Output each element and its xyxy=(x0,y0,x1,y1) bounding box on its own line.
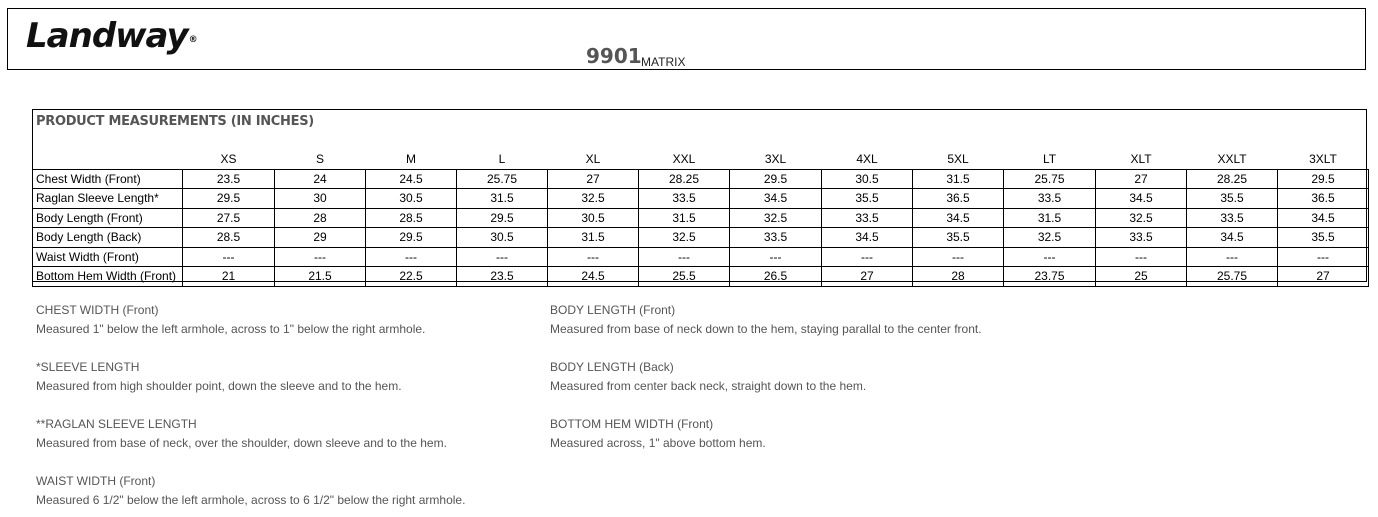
size-header: S xyxy=(315,152,324,167)
table-cell: 21 xyxy=(183,267,275,287)
table-cell: 34.5 xyxy=(1096,189,1187,209)
table-cell: 31.5 xyxy=(548,228,639,248)
table-cell: 24.5 xyxy=(366,169,457,189)
table-cell: 22.5 xyxy=(366,267,457,287)
row-label: Waist Width (Front) xyxy=(33,247,183,267)
table-cell: 30.5 xyxy=(822,169,913,189)
table-cell: 21.5 xyxy=(275,267,366,287)
table-cell: 31.5 xyxy=(1004,208,1096,228)
table-cell: 35.5 xyxy=(822,189,913,209)
table-cell: 23.5 xyxy=(457,267,548,287)
note-heading: BODY LENGTH (Front) xyxy=(550,303,676,317)
note-text: Measured across, 1" above bottom hem. xyxy=(550,436,766,450)
note-heading: BODY LENGTH (Back) xyxy=(550,360,674,374)
table-cell: --- xyxy=(1187,247,1278,267)
row-label: Bottom Hem Width (Front) xyxy=(33,267,183,287)
size-header: 5XL xyxy=(947,152,969,167)
table-cell: 35.5 xyxy=(1278,228,1369,248)
table-cell: 33.5 xyxy=(639,189,730,209)
table-cell: 29.5 xyxy=(457,208,548,228)
note-text: Measured 6 1/2" below the left armhole, across to 6 1/2" below the right armhole. xyxy=(36,493,466,507)
table-cell: 28 xyxy=(275,208,366,228)
note-body-length-back xyxy=(550,360,866,394)
note-heading: BOTTOM HEM WIDTH (Front) xyxy=(550,417,714,431)
size-header: XXL xyxy=(672,152,696,167)
brand-name: Landway xyxy=(26,16,188,56)
table-cell: 30.5 xyxy=(457,228,548,248)
size-header: XLT xyxy=(1130,152,1152,167)
table-row xyxy=(33,228,1369,248)
table-cell: 33.5 xyxy=(730,228,822,248)
table-cell: 32.5 xyxy=(639,228,730,248)
table-cell: --- xyxy=(183,247,275,267)
table-cell: --- xyxy=(548,247,639,267)
table-cell: 29.5 xyxy=(730,169,822,189)
note-chest-width xyxy=(36,303,425,337)
note-bottom-hem-width xyxy=(550,417,766,451)
size-header: 4XL xyxy=(856,152,878,167)
size-header: 3XL xyxy=(764,152,787,167)
size-header: LT xyxy=(1042,152,1057,167)
table-cell: 28 xyxy=(913,267,1004,287)
table-cell: 25.5 xyxy=(639,267,730,287)
table-cell: 27 xyxy=(548,169,639,189)
header-box xyxy=(7,8,1366,70)
table-cell: 32.5 xyxy=(730,208,822,228)
size-header: XL xyxy=(585,152,601,167)
table-cell: 32.5 xyxy=(1096,208,1187,228)
table-cell: 32.5 xyxy=(1004,228,1096,248)
note-text: Measured from center back neck, straight down to the hem. xyxy=(550,379,867,393)
registered-mark: ® xyxy=(188,35,197,45)
table-cell: 36.5 xyxy=(1278,189,1369,209)
note-body-length-front xyxy=(550,303,982,337)
table-row xyxy=(33,189,1369,209)
table-cell: 32.5 xyxy=(548,189,639,209)
note-sleeve-length xyxy=(36,360,402,394)
note-raglan-sleeve-length xyxy=(36,417,447,451)
style-name: MATRIX xyxy=(641,55,686,69)
table-cell: 29 xyxy=(275,228,366,248)
table-cell: 25.75 xyxy=(1004,169,1096,189)
table-cell: 34.5 xyxy=(822,228,913,248)
table-cell: 29.5 xyxy=(366,228,457,248)
size-header: 3XLT xyxy=(1309,152,1337,167)
table-cell: 34.5 xyxy=(1187,228,1278,248)
table-cell: 25 xyxy=(1096,267,1187,287)
table-cell: 33.5 xyxy=(1187,208,1278,228)
table-cell: 33.5 xyxy=(1096,228,1187,248)
measurements-table xyxy=(32,150,1369,287)
table-cell: --- xyxy=(1004,247,1096,267)
note-waist-width xyxy=(36,474,465,508)
size-header: M xyxy=(406,152,416,167)
note-text: Measured from base of neck down to the hem, staying parallal to the center front. xyxy=(550,322,982,336)
table-cell: 34.5 xyxy=(913,208,1004,228)
table-cell: 28.25 xyxy=(1187,169,1278,189)
note-text: Measured 1" below the left armhole, across to 1" below the right armhole. xyxy=(36,322,426,336)
table-cell: 31.5 xyxy=(639,208,730,228)
table-cell: --- xyxy=(457,247,548,267)
table-cell: 34.5 xyxy=(1278,208,1369,228)
table-cell: 36.5 xyxy=(913,189,1004,209)
note-heading: CHEST WIDTH (Front) xyxy=(36,303,159,317)
row-label: Chest Width (Front) xyxy=(33,169,183,189)
table-cell: 27 xyxy=(1096,169,1187,189)
table-cell: 27 xyxy=(822,267,913,287)
table-cell: 29.5 xyxy=(1278,169,1369,189)
table-cell: 33.5 xyxy=(822,208,913,228)
table-cell: 28.5 xyxy=(366,208,457,228)
note-heading: WAIST WIDTH (Front) xyxy=(36,474,156,488)
size-header: XXLT xyxy=(1217,152,1247,167)
note-text: Measured from high shoulder point, down the sleeve and to the hem. xyxy=(36,379,402,393)
table-cell: 35.5 xyxy=(913,228,1004,248)
table-cell: 30.5 xyxy=(548,208,639,228)
brand-logo xyxy=(26,16,196,56)
table-cell: 24.5 xyxy=(548,267,639,287)
table-cell: 30 xyxy=(275,189,366,209)
table-cell: 27 xyxy=(1278,267,1369,287)
table-cell: --- xyxy=(275,247,366,267)
size-header-row xyxy=(33,150,1369,169)
table-cell: --- xyxy=(1096,247,1187,267)
table-cell: --- xyxy=(366,247,457,267)
table-cell: --- xyxy=(822,247,913,267)
table-cell: 27.5 xyxy=(183,208,275,228)
note-heading: **RAGLAN SLEEVE LENGTH xyxy=(36,417,197,431)
table-cell: --- xyxy=(730,247,822,267)
style-number: 9901 xyxy=(586,44,642,68)
table-row xyxy=(33,208,1369,228)
table-cell: 31.5 xyxy=(457,189,548,209)
table-cell: --- xyxy=(913,247,1004,267)
table-cell: 24 xyxy=(275,169,366,189)
table-cell: 35.5 xyxy=(1187,189,1278,209)
table-cell: 23.5 xyxy=(183,169,275,189)
measurements-title: PRODUCT MEASUREMENTS (IN INCHES) xyxy=(36,114,314,129)
size-header: XS xyxy=(220,152,237,167)
table-cell: 23.75 xyxy=(1004,267,1096,287)
table-cell: 33.5 xyxy=(1004,189,1096,209)
table-row xyxy=(33,267,1369,287)
table-row xyxy=(33,247,1369,267)
table-cell: --- xyxy=(1278,247,1369,267)
table-cell: 30.5 xyxy=(366,189,457,209)
table-cell: --- xyxy=(639,247,730,267)
table-cell: 28.25 xyxy=(639,169,730,189)
note-heading: *SLEEVE LENGTH xyxy=(36,360,140,374)
row-label: Body Length (Back) xyxy=(33,228,183,248)
row-label: Raglan Sleeve Length* xyxy=(33,189,183,209)
table-cell: 28.5 xyxy=(183,228,275,248)
header-spacer xyxy=(33,150,183,169)
table-cell: 31.5 xyxy=(913,169,1004,189)
table-cell: 25.75 xyxy=(457,169,548,189)
table-cell: 29.5 xyxy=(183,189,275,209)
table-cell: 26.5 xyxy=(730,267,822,287)
size-header: L xyxy=(498,152,506,167)
table-cell: 34.5 xyxy=(730,189,822,209)
note-text: Measured from base of neck, over the shoulder, down sleeve and to the hem. xyxy=(36,436,447,450)
table-row xyxy=(33,169,1369,189)
table-cell: 25.75 xyxy=(1187,267,1278,287)
row-label: Body Length (Front) xyxy=(33,208,183,228)
